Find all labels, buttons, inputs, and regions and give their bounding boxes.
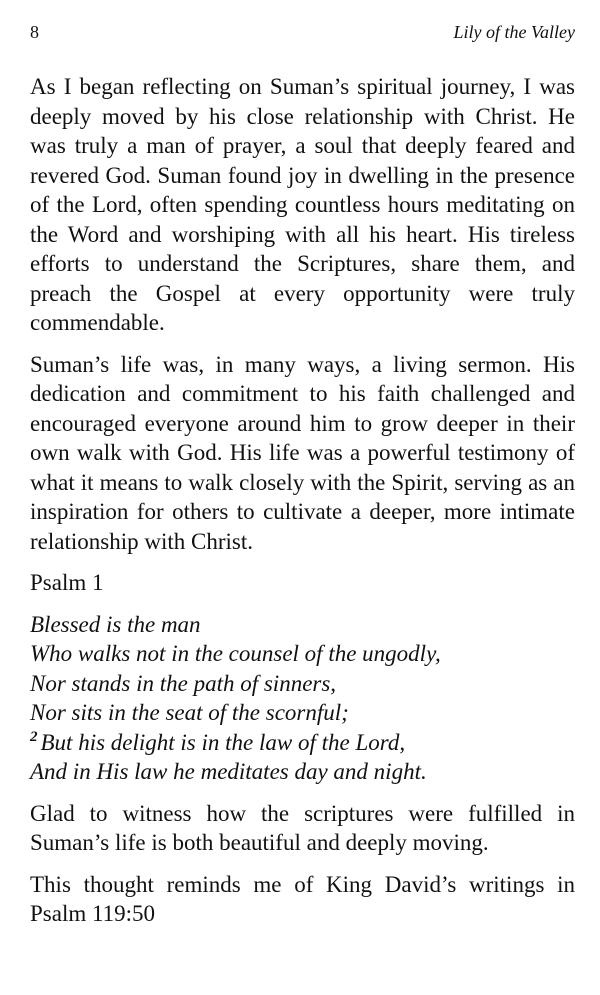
- verse-line-with-number: [30, 728, 575, 758]
- verse-line: Who walks not in the counsel of the ungodly,: [30, 641, 441, 666]
- psalm-heading: Psalm 1: [30, 570, 104, 595]
- page-body: [30, 72, 575, 941]
- verse-number: 2: [30, 728, 38, 745]
- running-title: Lily of the Valley: [453, 22, 575, 42]
- verse-line: Nor stands in the path of sinners,: [30, 670, 337, 696]
- verse-line: Blessed is the man: [30, 611, 201, 637]
- verse-line: And in His law he meditates day and night.: [30, 759, 427, 784]
- verse-line-text: But his delight is in the law of the Lord,: [40, 729, 406, 755]
- page-header: [30, 22, 575, 46]
- paragraph-living-sermon: Suman’s life was, in many ways, a living sermon. His dedication and commitment to his faith challenged and encouraged everyone around him to grow deeper in their own walk with God. His life was a powerful testimony of what it means to walk closely with the Spirit, serving as an inspiration for others to cultivate a deeper, more intimate relationship with Christ.: [30, 351, 575, 554]
- page-number: 8: [30, 22, 39, 42]
- verse-line: Nor sits in the seat of the scornful;: [30, 700, 349, 725]
- psalm-verse: [30, 610, 575, 787]
- paragraph-king-david: This thought reminds me of King David’s writings in Psalm 119:50: [30, 871, 575, 926]
- paragraph-fulfilled: Glad to witness how the scriptures were fulfilled in Suman’s life is both beautiful and deeply moving.: [30, 800, 575, 855]
- paragraph-reflection: As I began reflecting on Suman’s spiritual journey, I was deeply moved by his close relationship with Christ. He was truly a man of prayer, a soul that deeply feared and revered God. Suman found joy in dwelling in the presence of the Lord, often spending countless hours meditating on the Word and worshiping with all his heart. His tireless efforts to understand the Scriptures, share them, and preach the Gospel at every opportunity were truly commendable.: [30, 74, 575, 335]
